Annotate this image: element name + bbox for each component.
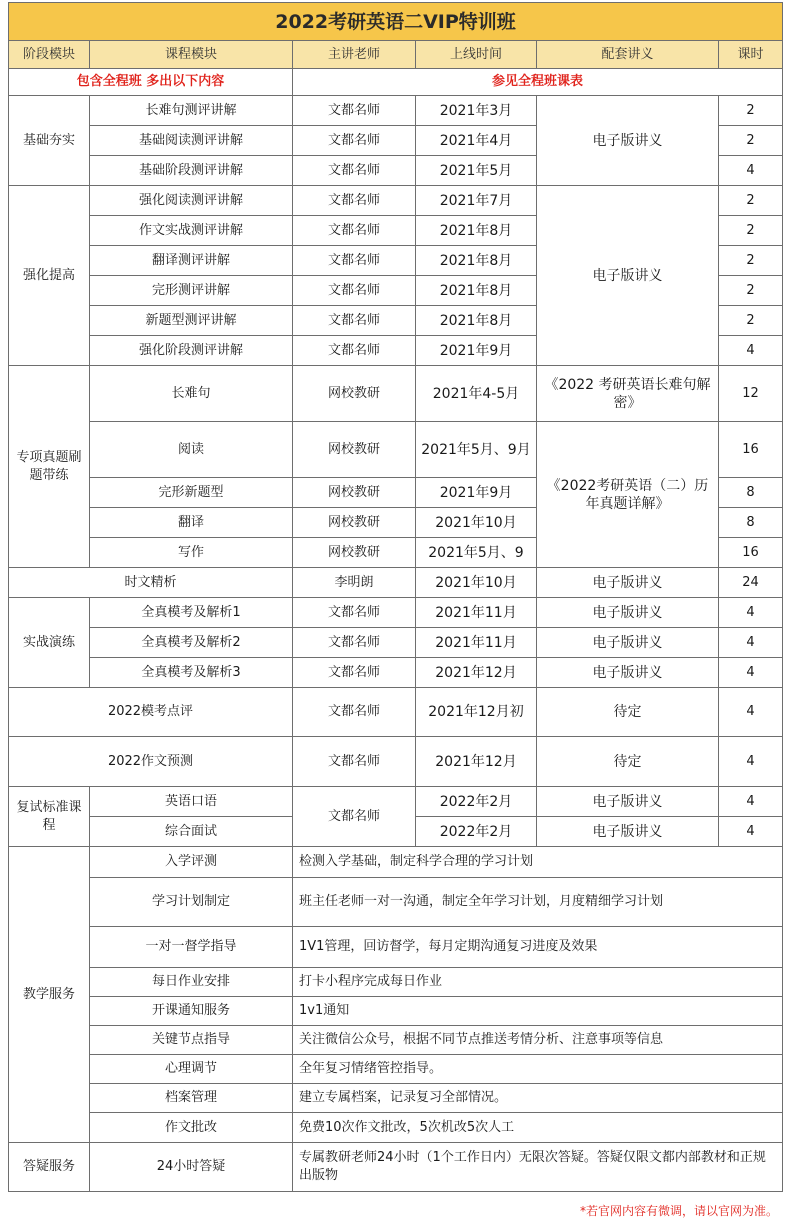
hours-cell: 4 xyxy=(719,688,783,737)
date-cell: 2022年2月 xyxy=(416,787,537,817)
service-item: 入学评测 xyxy=(90,847,293,878)
date-cell: 2021年5月、9月 xyxy=(416,422,537,478)
course-cell: 长难句测评讲解 xyxy=(90,96,293,126)
handout-cell: 电子版讲义 xyxy=(537,787,719,817)
table-row xyxy=(9,628,783,658)
title-row xyxy=(9,3,783,41)
service-item: 学习计划制定 xyxy=(90,878,293,927)
course-cell: 全真模考及解析3 xyxy=(90,658,293,688)
service-desc: 专属教研老师24小时（1个工作日内）无限次答疑。答疑仅限文都内部教材和正规出版物 xyxy=(293,1143,783,1192)
date-cell: 2022年2月 xyxy=(416,817,537,847)
teacher-cell: 文都名师 xyxy=(293,96,416,126)
course-cell: 时文精析 xyxy=(9,568,293,598)
table-row xyxy=(9,366,783,422)
teacher-cell: 文都名师 xyxy=(293,658,416,688)
hours-cell: 4 xyxy=(719,598,783,628)
service-item: 心理调节 xyxy=(90,1055,293,1084)
service-desc: 打卡小程序完成每日作业 xyxy=(293,968,783,997)
teacher-cell: 文都名师 xyxy=(293,737,416,787)
handout-cell: 电子版讲义 xyxy=(537,186,719,366)
teacher-cell: 文都名师 xyxy=(293,306,416,336)
notice-row xyxy=(9,69,783,96)
course-cell: 作文实战测评讲解 xyxy=(90,216,293,246)
service-desc: 免费10次作文批改，5次机改5次人工 xyxy=(293,1113,783,1143)
course-cell: 强化阶段测评讲解 xyxy=(90,336,293,366)
teacher-cell: 文都名师 xyxy=(293,336,416,366)
table-row xyxy=(9,422,783,478)
stage-cell: 专项真题刷题带练 xyxy=(9,366,90,568)
table-row xyxy=(9,568,783,598)
header-hours: 课时 xyxy=(719,41,783,69)
date-cell: 2021年11月 xyxy=(416,598,537,628)
course-cell: 写作 xyxy=(90,538,293,568)
handout-cell: 待定 xyxy=(537,688,719,737)
teacher-cell: 文都名师 xyxy=(293,688,416,737)
service-row xyxy=(9,878,783,927)
date-cell: 2021年9月 xyxy=(416,478,537,508)
service-row xyxy=(9,1084,783,1113)
stage-cell: 基础夯实 xyxy=(9,96,90,186)
teacher-cell: 网校教研 xyxy=(293,538,416,568)
course-cell: 新题型测评讲解 xyxy=(90,306,293,336)
stage-cell: 复试标准课程 xyxy=(9,787,90,847)
hours-cell: 16 xyxy=(719,538,783,568)
course-schedule xyxy=(8,2,782,1192)
teacher-cell: 网校教研 xyxy=(293,422,416,478)
date-cell: 2021年5月 xyxy=(416,156,537,186)
date-cell: 2021年4月 xyxy=(416,126,537,156)
stage-cell: 答疑服务 xyxy=(9,1143,90,1192)
header-course: 课程模块 xyxy=(90,41,293,69)
service-desc: 建立专属档案，记录复习全部情况。 xyxy=(293,1084,783,1113)
teacher-cell: 文都名师 xyxy=(293,628,416,658)
date-cell: 2021年12月 xyxy=(416,737,537,787)
hours-cell: 2 xyxy=(719,126,783,156)
service-item: 开课通知服务 xyxy=(90,997,293,1026)
teacher-cell: 网校教研 xyxy=(293,366,416,422)
table-row xyxy=(9,598,783,628)
hours-cell: 2 xyxy=(719,276,783,306)
hours-cell: 24 xyxy=(719,568,783,598)
course-cell: 阅读 xyxy=(90,422,293,478)
teacher-cell: 李明朗 xyxy=(293,568,416,598)
course-cell: 基础阅读测评讲解 xyxy=(90,126,293,156)
course-cell: 基础阶段测评讲解 xyxy=(90,156,293,186)
date-cell: 2021年9月 xyxy=(416,336,537,366)
teacher-cell: 文都名师 xyxy=(293,156,416,186)
course-cell: 综合面试 xyxy=(90,817,293,847)
service-desc: 全年复习情绪管控指导。 xyxy=(293,1055,783,1084)
service-item: 关键节点指导 xyxy=(90,1026,293,1055)
service-desc: 1v1通知 xyxy=(293,997,783,1026)
service-item: 档案管理 xyxy=(90,1084,293,1113)
date-cell: 2021年12月初 xyxy=(416,688,537,737)
service-item: 24小时答疑 xyxy=(90,1143,293,1192)
date-cell: 2021年8月 xyxy=(416,276,537,306)
date-cell: 2021年3月 xyxy=(416,96,537,126)
footnote: *若官网内容有微调，请以官网为准。 xyxy=(579,1204,778,1218)
hours-cell: 2 xyxy=(719,246,783,276)
service-item: 一对一督学指导 xyxy=(90,927,293,968)
stage-cell: 强化提高 xyxy=(9,186,90,366)
date-cell: 2021年7月 xyxy=(416,186,537,216)
hours-cell: 4 xyxy=(719,628,783,658)
service-desc: 1V1管理，回访督学，每月定期沟通复习进度及效果 xyxy=(293,927,783,968)
hours-cell: 4 xyxy=(719,817,783,847)
teacher-cell: 文都名师 xyxy=(293,186,416,216)
table-row xyxy=(9,658,783,688)
date-cell: 2021年4-5月 xyxy=(416,366,537,422)
service-row xyxy=(9,1113,783,1143)
hours-cell: 8 xyxy=(719,508,783,538)
date-cell: 2021年8月 xyxy=(416,306,537,336)
service-row xyxy=(9,847,783,878)
hours-cell: 2 xyxy=(719,306,783,336)
handout-cell: 电子版讲义 xyxy=(537,568,719,598)
service-row xyxy=(9,1055,783,1084)
hours-cell: 4 xyxy=(719,737,783,787)
table-row xyxy=(9,787,783,817)
service-row xyxy=(9,997,783,1026)
stage-cell: 教学服务 xyxy=(9,847,90,1143)
table-row xyxy=(9,186,783,216)
date-cell: 2021年10月 xyxy=(416,568,537,598)
course-cell: 全真模考及解析2 xyxy=(90,628,293,658)
course-cell: 翻译测评讲解 xyxy=(90,246,293,276)
hours-cell: 12 xyxy=(719,366,783,422)
service-desc: 检测入学基础，制定科学合理的学习计划 xyxy=(293,847,783,878)
course-cell: 全真模考及解析1 xyxy=(90,598,293,628)
table-row xyxy=(9,96,783,126)
date-cell: 2021年12月 xyxy=(416,658,537,688)
header-stage: 阶段模块 xyxy=(9,41,90,69)
teacher-cell: 网校教研 xyxy=(293,478,416,508)
handout-cell: 《2022考研英语（二）历年真题详解》 xyxy=(537,422,719,568)
header-handout: 配套讲义 xyxy=(537,41,719,69)
handout-cell: 电子版讲义 xyxy=(537,628,719,658)
qa-row xyxy=(9,1143,783,1192)
service-row xyxy=(9,968,783,997)
header-date: 上线时间 xyxy=(416,41,537,69)
hours-cell: 4 xyxy=(719,156,783,186)
table-title: 2022考研英语二VIP特训班 xyxy=(9,3,783,41)
date-cell: 2021年10月 xyxy=(416,508,537,538)
hours-cell: 2 xyxy=(719,216,783,246)
service-desc: 班主任老师一对一沟通，制定全年学习计划，月度精细学习计划 xyxy=(293,878,783,927)
handout-cell: 待定 xyxy=(537,737,719,787)
stage-cell: 实战演练 xyxy=(9,598,90,688)
service-desc: 关注微信公众号，根据不同节点推送考情分析、注意事项等信息 xyxy=(293,1026,783,1055)
course-cell: 完形测评讲解 xyxy=(90,276,293,306)
hours-cell: 2 xyxy=(719,186,783,216)
course-cell: 强化阅读测评讲解 xyxy=(90,186,293,216)
service-row xyxy=(9,927,783,968)
date-cell: 2021年8月 xyxy=(416,216,537,246)
handout-cell: 电子版讲义 xyxy=(537,817,719,847)
teacher-cell: 文都名师 xyxy=(293,787,416,847)
teacher-cell: 文都名师 xyxy=(293,276,416,306)
hours-cell: 8 xyxy=(719,478,783,508)
date-cell: 2021年5月、9 xyxy=(416,538,537,568)
hours-cell: 4 xyxy=(719,336,783,366)
teacher-cell: 文都名师 xyxy=(293,246,416,276)
service-item: 作文批改 xyxy=(90,1113,293,1143)
service-item: 每日作业安排 xyxy=(90,968,293,997)
course-cell: 完形新题型 xyxy=(90,478,293,508)
handout-cell: 《2022 考研英语长难句解密》 xyxy=(537,366,719,422)
teacher-cell: 文都名师 xyxy=(293,216,416,246)
notice-left: 包含全程班 多出以下内容 xyxy=(9,69,293,96)
hours-cell: 4 xyxy=(719,787,783,817)
date-cell: 2021年8月 xyxy=(416,246,537,276)
date-cell: 2021年11月 xyxy=(416,628,537,658)
course-cell: 2022模考点评 xyxy=(9,688,293,737)
hours-cell: 16 xyxy=(719,422,783,478)
course-cell: 长难句 xyxy=(90,366,293,422)
teacher-cell: 文都名师 xyxy=(293,598,416,628)
header-teacher: 主讲老师 xyxy=(293,41,416,69)
hours-cell: 4 xyxy=(719,658,783,688)
header-row xyxy=(9,41,783,69)
teacher-cell: 文都名师 xyxy=(293,126,416,156)
schedule-table xyxy=(8,2,783,1192)
handout-cell: 电子版讲义 xyxy=(537,658,719,688)
handout-cell: 电子版讲义 xyxy=(537,598,719,628)
course-cell: 2022作文预测 xyxy=(9,737,293,787)
hours-cell: 2 xyxy=(719,96,783,126)
course-cell: 翻译 xyxy=(90,508,293,538)
notice-right: 参见全程班课表 xyxy=(293,69,783,96)
teacher-cell: 网校教研 xyxy=(293,508,416,538)
service-row xyxy=(9,1026,783,1055)
table-row xyxy=(9,688,783,737)
handout-cell: 电子版讲义 xyxy=(537,96,719,186)
table-row xyxy=(9,737,783,787)
course-cell: 英语口语 xyxy=(90,787,293,817)
